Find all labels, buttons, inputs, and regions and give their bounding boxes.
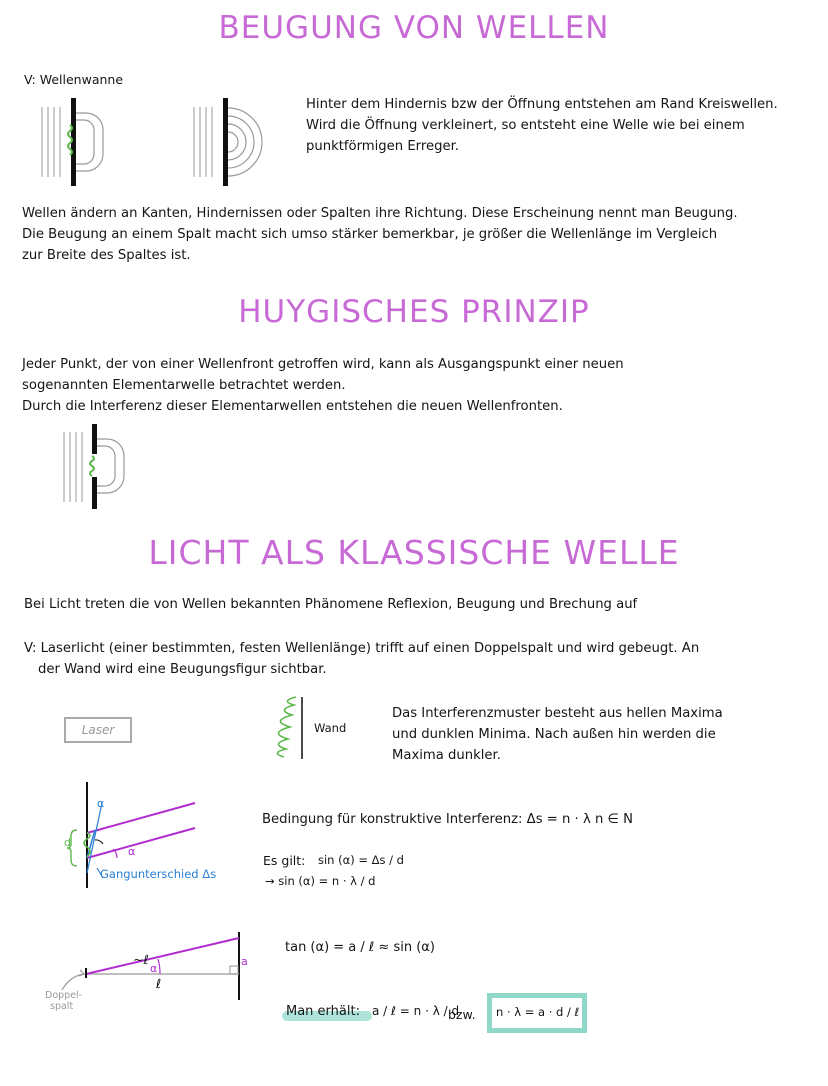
sin-equation-2: → sin (α) = n · λ / d: [265, 874, 376, 888]
l-label: ℓ: [156, 976, 162, 991]
tan-equation: tan (α) = a / ℓ ≈ sin (α): [285, 940, 435, 955]
muster-line-2: und dunklen Minima. Nach außen hin werden die: [392, 727, 716, 742]
doppelspalt-label-2: spalt: [50, 1001, 74, 1012]
huygens-line-2: sogenannten Elementarwelle betrachtet werden.: [22, 378, 346, 393]
title-beugung: BEUGUNG VON WELLEN: [218, 10, 610, 46]
gangunterschied-label: Gangunterschied Δs: [100, 867, 217, 881]
result-equation: n · λ = a · d / ℓ: [496, 1005, 580, 1019]
beugung-para-3: zur Breite des Spaltes ist.: [22, 248, 191, 263]
man-erhaelt-label: Man erhält:: [286, 1004, 360, 1019]
licht-intro: Bei Licht treten die von Wellen bekannten Phänomene Reflexion, Beugung und Brechung auf: [24, 597, 638, 612]
wave-tank-sketch-1: [38, 95, 118, 190]
beugung-desc-1: Hinter dem Hindernis bzw der Öffnung entstehen am Rand Kreiswellen.: [306, 97, 778, 112]
exp-label-wellenwanne: V: Wellenwanne: [24, 72, 124, 87]
title-licht: LICHT ALS KLASSISCHE WELLE: [148, 533, 680, 572]
huygens-line-1: Jeder Punkt, der von einer Wellenfront getroffen wird, kann als Ausgangspunkt einer neuen: [22, 357, 624, 372]
huygens-sketch: [60, 422, 140, 514]
bedingung-text: Bedingung für konstruktive Interferenz: Δs = n · λ n ∈ N: [262, 812, 634, 827]
a-label: a: [241, 955, 248, 968]
licht-exp-2: der Wand wird eine Beugungsfigur sichtbar.: [38, 662, 327, 677]
laser-box: Laser: [64, 717, 132, 743]
sin-equation: sin (α) = Δs / d: [318, 853, 404, 867]
licht-exp-1: V: Laserlicht (einer bestimmten, festen Wellenlänge) trifft auf einen Doppelspalt und wird gebeugt. An: [24, 641, 700, 656]
alpha-label-right: α: [128, 845, 136, 858]
lambda-label: ~ℓ: [133, 952, 149, 967]
huygens-line-3: Durch die Interferenz dieser Elementarwellen entstehen die neuen Wellenfronten.: [22, 399, 563, 414]
alpha-label-bottom: α: [150, 962, 158, 975]
muster-line-3: Maxima dunkler.: [392, 748, 501, 763]
title-huygens: HUYGISCHES PRINZIP: [238, 294, 590, 330]
wand-sketch: [266, 693, 316, 763]
beugung-para-1: Wellen ändern an Kanten, Hindernissen oder Spalten ihre Richtung. Diese Erscheinung nennt man Beugung.: [22, 206, 738, 221]
es-gilt-label: Es gilt:: [263, 853, 306, 868]
wand-label: Wand: [314, 721, 347, 735]
beugung-desc-3: punktförmigen Erreger.: [306, 139, 459, 154]
doppelspalt-label-1: Doppel-: [45, 990, 83, 1001]
muster-line-1: Das Interferenzmuster besteht aus hellen Maxima: [392, 706, 723, 721]
wave-tank-sketch-2: [190, 95, 280, 190]
alpha-label-top: α: [97, 797, 105, 810]
beugung-para-2: Die Beugung an einem Spalt macht sich umso stärker bemerkbar, je größer die Wellenlänge im Vergleich: [22, 227, 718, 242]
erhaelt-equation: a / ℓ = n · λ / d: [372, 1004, 460, 1018]
d-label: d: [64, 836, 71, 849]
bzw-label: bzw.: [448, 1007, 476, 1022]
beugung-desc-2: Wird die Öffnung verkleinert, so entsteht eine Welle wie bei einem: [306, 118, 745, 133]
